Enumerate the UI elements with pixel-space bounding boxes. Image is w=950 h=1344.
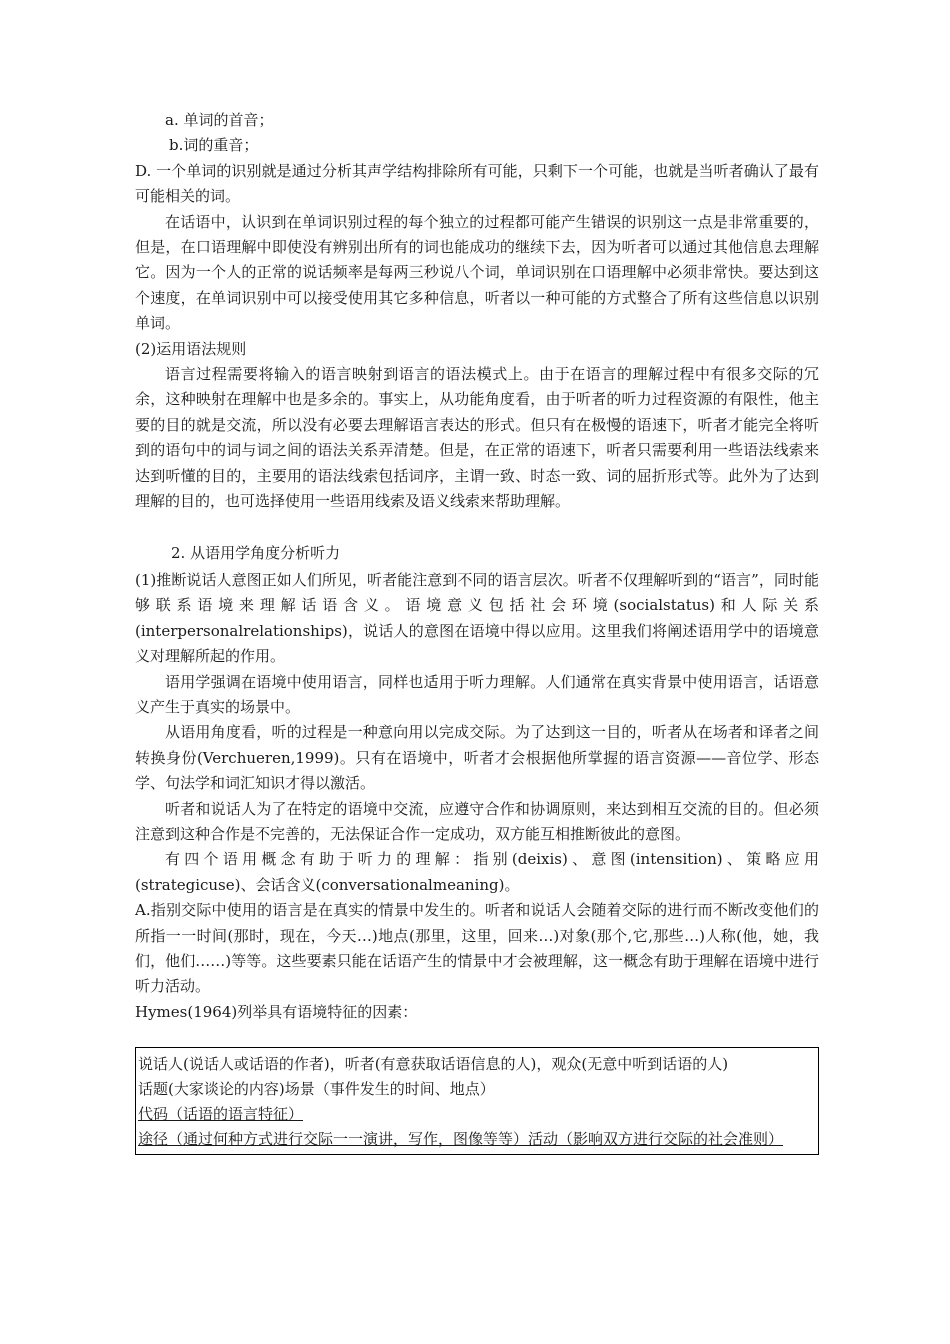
paragraph-pragmatics-context: 语用学强调在语境中使用语言，同样也适用于听力理解。人们通常在真实背景中使用语言，话语意义产生于真实的场景中。 bbox=[135, 672, 819, 716]
box-line-topic-setting: 话题(大家谈论的内容)场景（事件发生的时间、地点） bbox=[138, 1080, 495, 1099]
list-item-a: a. 单词的首音； bbox=[165, 111, 274, 129]
list-item-d: D. 一个单词的识别就是通过分析其声学结构排除所有可能，只剩下一个可能，也就是当听者确认了最有可能相关的词。 bbox=[135, 161, 819, 206]
list-item-b: b.词的重音； bbox=[169, 136, 259, 155]
heading-grammar-rules: (2)运用语法规则 bbox=[135, 339, 247, 358]
paragraph-hymes: Hymes(1964)列举具有语境特征的因素： bbox=[135, 1002, 418, 1021]
box-line-participants: 说话人(说话人或话语的作者)，听者(有意获取话语信息的人)，观众(无意中听到话语的人) bbox=[138, 1055, 729, 1074]
paragraph-grammar: 语言过程需要将输入的语言映射到语言的语法模式上。由于在语言的理解过程中有很多交际的冗余，这种映射在理解中也是多余的。事实上，从功能角度看，由于听者的听力过程资源的有限性，他主要的目的就是交流，所以没有必要去理解语言表达的形式。但只有在极慢的语速下，听者才能完全将听到的语句中的词与词之间的语法关系弄清楚。但是，在正常的语速下，听者只需要利用一些语法线索来达到听懂的目的，主要用的语法线索包括词序，主谓一致、时态一致、词的屈折形式等。此外为了达到理解的目的，也可选择使用一些语用线索及语义线索来帮助理解。 bbox=[135, 365, 819, 511]
paragraph-cooperation: 听者和说话人为了在特定的语境中交流，应遵守合作和协调原则，来达到相互交流的目的。但必须注意到这种合作是不完善的，无法保证合作一定成功，双方能互相推断彼此的意图。 bbox=[135, 799, 819, 843]
paragraph-deixis: A.指别交际中使用的语言是在真实的情景中发生的。听者和说话人会随着交际的进行而不断改变他们的所指一一时间(那时，现在，今天…)地点(那里，这里，回来…)对象(那个,它,那些…)人称(他，她，我们，他们……)等等。这些要素只能在话语产生的情景中才会被理解，这一概念有助于理解在语境中进行听力活动。 bbox=[135, 901, 819, 996]
section-heading-pragmatics: 2. 从语用学角度分析听力 bbox=[171, 543, 341, 562]
document-page bbox=[135, 108, 819, 1155]
spacer bbox=[135, 515, 819, 541]
box-line-channel-activity: 途径（通过何种方式进行交际一一演讲，写作，图像等等）活动（影响双方进行交际的社会准则） bbox=[138, 1130, 784, 1149]
paragraph-listening-process: 从语用角度看，听的过程是一种意向用以完成交际。为了达到这一目的，听者从在场者和译者之间转换身份(Verchueren,1999)。只有在语境中，听者才会根据他所掌握的语言资源——音位学、形态学、句法学和词汇知识才得以激活。 bbox=[135, 723, 819, 793]
context-factors-box bbox=[135, 1047, 819, 1155]
paragraph-speaker-intent: (1)推断说话人意图正如人们所见，听者能注意到不同的语言层次。听者不仅理解听到的“语言”，同时能够联系语境来理解话语含义。语境意义包括社会环境(socialstatus)和人际关系(interpersonalrelationships)，说话人的意图在语境中得以应用。这里我们将阐述语用学中的语境意义对理解所起的作用。 bbox=[135, 570, 819, 666]
paragraph-four-concepts: 有四个语用概念有助于听力的理解：指别(deixis)、意图(intensition)、策略应用(strategicuse)、会话含义(conversationalmeaning)。 bbox=[135, 850, 819, 894]
paragraph-word-recognition: 在话语中，认识到在单词识别过程的每个独立的过程都可能产生错误的识别这一点是非常重要的，但是，在口语理解中即使没有辨别出所有的词也能成功的继续下去，因为听者可以通过其他信息去理解它。因为一个人的正常的说话频率是每两三秒说八个词，单词识别在口语理解中必须非常快。要达到这个速度，在单词识别中可以接受使用其它多种信息，听者以一种可能的方式整合了所有这些信息以识别单词。 bbox=[135, 212, 819, 333]
box-line-code: 代码（话语的语言特征） bbox=[138, 1105, 304, 1124]
